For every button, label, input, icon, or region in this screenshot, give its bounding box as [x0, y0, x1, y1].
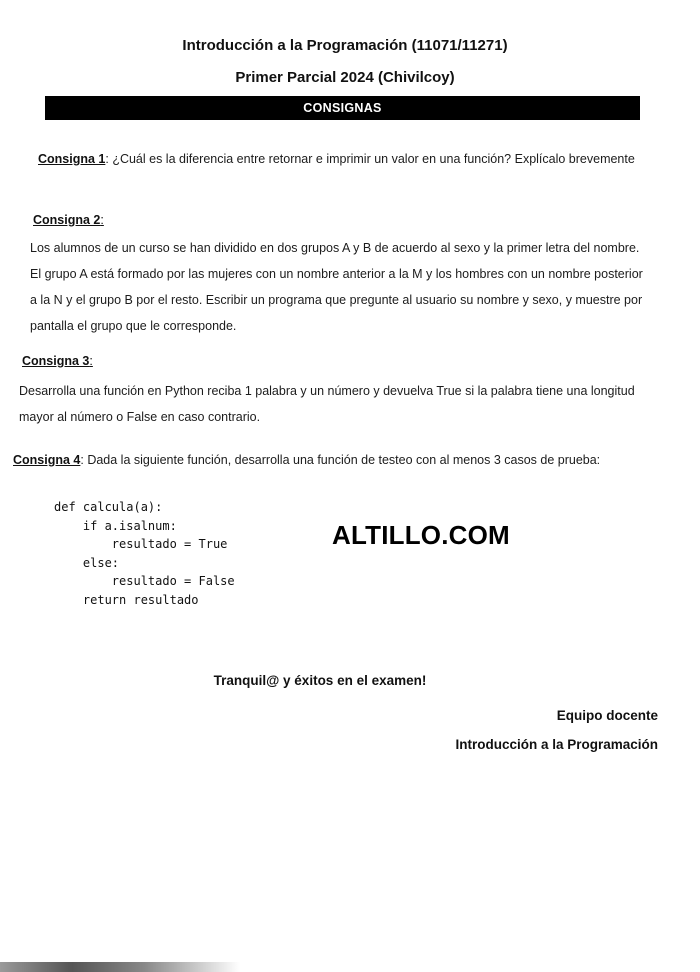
code-block-calcula: def calcula(a): if a.isalnum: resultado = True else: resultado = False return resultado	[54, 500, 235, 607]
consigna-4-text: : Dada la siguiente función, desarrolla una función de testeo con al menos 3 casos de prueba:	[80, 453, 601, 467]
consigna-3-label-text: Consigna 3	[22, 354, 90, 368]
footer-wish: Tranquil@ y éxitos en el examen!	[213, 673, 427, 688]
footer-course: Introducción a la Programación	[455, 737, 658, 752]
consigna-4-label: Consigna 4	[13, 453, 81, 467]
exam-subtitle: Primer Parcial 2024 (Chivilcoy)	[235, 69, 455, 86]
section-bar-consignas: CONSIGNAS	[45, 96, 640, 120]
footer-team: Equipo docente	[556, 708, 658, 723]
consigna-2-label	[33, 213, 104, 227]
scan-edge-artifact	[0, 962, 240, 972]
consigna-4	[13, 447, 658, 473]
consigna-2-label-text: Consigna 2	[33, 213, 101, 227]
exam-title: Introducción a la Programación (11071/11271)	[182, 37, 508, 54]
consigna-2-label-colon: :	[100, 213, 104, 227]
consigna-1-text: : ¿Cuál es la diferencia entre retornar e imprimir un valor en una función? Explícalo brevemente	[105, 152, 635, 166]
consigna-3-text: Desarrolla una función en Python reciba 1 palabra y un número y devuelva True si la palabra tiene una longitud mayor al número o False en caso contrario.	[19, 384, 635, 424]
consigna-2-text: Los alumnos de un curso se han dividido en dos grupos A y B de acuerdo al sexo y la primer letra del nombre. El grupo A está formado por las mujeres con un nombre anterior a la M y los hombres con un nombre posterior a la N y el grupo B por el resto. Escribir un programa que pregunte al usuario su nombre y sexo, y muestre por pantalla el grupo que le corresponde.	[30, 241, 643, 333]
watermark-altillo: ALTILLO.COM	[332, 520, 510, 550]
consigna-3-label-colon: :	[89, 354, 93, 368]
consigna-1-label: Consigna 1	[38, 152, 106, 166]
consigna-3-label	[22, 354, 93, 368]
consigna-1	[38, 146, 650, 172]
